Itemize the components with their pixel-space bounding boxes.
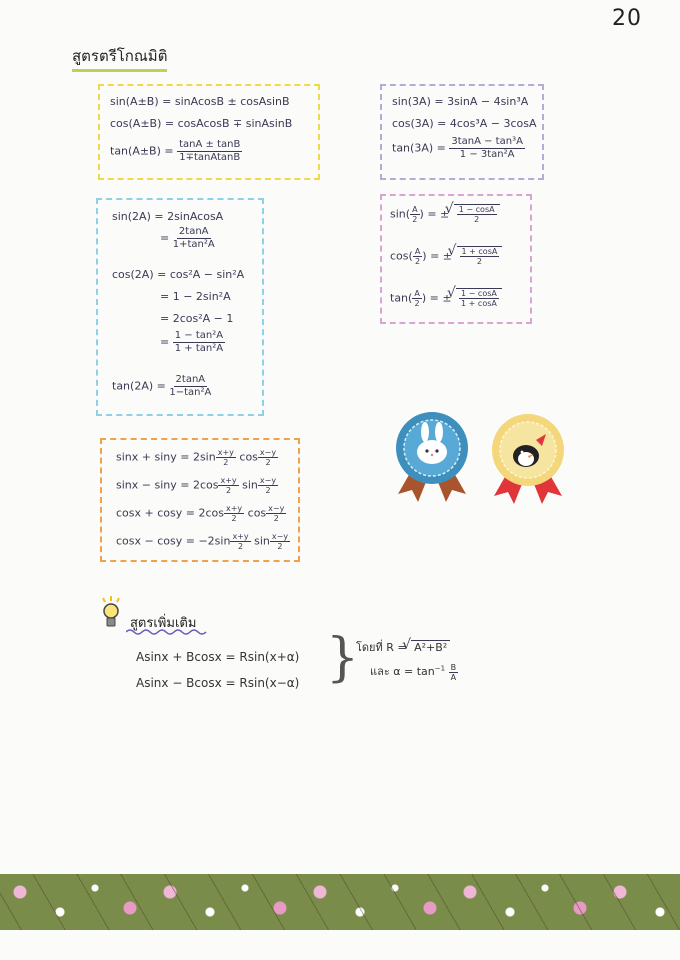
sum-to-product-box: [100, 438, 300, 562]
half-angle-box: [380, 194, 532, 324]
cos-double-row-4: [160, 330, 225, 355]
tan-triple-row: [392, 136, 525, 161]
sin-double-row: sin(2A) = 2sinAcosA: [112, 210, 224, 223]
tan-sum-numerator: tanA ± tanB: [179, 139, 241, 150]
extra-formulas-title: สูตรเพิ่มเติม: [130, 616, 197, 631]
half-angle-fraction: [413, 247, 422, 266]
sin-sum-rhs: = sinAcosB ± cosAsinB: [162, 95, 290, 108]
row2-lhs: sinx − siny = 2cos: [116, 478, 219, 492]
tan-triple-lhs: tan(3A) =: [392, 141, 446, 155]
cos-triple-row: cos(3A) = 4cos³A − 3cosA: [392, 117, 537, 130]
x-minus-y: x−y: [268, 504, 285, 513]
tan-sum-lhs: tan(A±B) =: [110, 144, 174, 158]
tan-double-denominator: 1−tan²A: [169, 387, 212, 398]
cos-double-fraction: [173, 330, 225, 355]
row4-lhs: cosx − cosy = −2sin: [116, 534, 231, 548]
sin-half-row: sin( $\frac{A}{2}$ ) = ± √ $\frac{1 - \cos A}{2}$: [390, 204, 500, 224]
sin-half-root: [454, 204, 500, 224]
penguin-medal-icon: [488, 412, 568, 508]
two: 2: [226, 486, 232, 495]
x-minus-y: x−y: [259, 448, 277, 457]
lightbulb-icon: [100, 596, 122, 634]
tan-half-denominator: 1 + cosA: [461, 299, 497, 308]
cos-double-numerator: 1 − tan²A: [174, 330, 224, 341]
tan-half-lhs: tan: [390, 291, 409, 305]
sin-sum-lhs: sin(A±B): [110, 95, 159, 108]
cos-half-numerator: √ 1 + cosA: [461, 247, 498, 256]
tan-sum-fraction: [177, 139, 242, 164]
condition-alpha: [370, 662, 458, 682]
sum-difference-box: [98, 84, 320, 180]
tan-half-row: tan( $\frac{A}{2}$ ) = ± √ $\frac{1 - \cos A}{1 + \cos A}$: [390, 288, 502, 308]
sin-double-tan-row: [160, 226, 215, 251]
half-angle-fraction: [412, 289, 421, 308]
sin-half-denominator: 2: [474, 215, 480, 224]
row3-mid: cos: [247, 506, 267, 520]
row3-lhs: cosx + cosy = 2cos: [116, 506, 224, 520]
cos-double-denominator: 1 + tan²A: [174, 343, 224, 354]
alpha-denominator: A: [450, 672, 457, 682]
two: 2: [273, 514, 279, 523]
half-den: 2: [412, 215, 418, 224]
condition-r-radicand: √ A²+B²: [411, 640, 450, 654]
sum-product-row-1: [116, 448, 278, 467]
triple-angle-box: [380, 84, 544, 180]
tan-double-fraction: [169, 374, 211, 399]
condition-r: [356, 638, 450, 656]
two: 2: [265, 486, 271, 495]
cos-sum-lhs: cos(A±B): [110, 117, 162, 130]
row2-mid: sin: [242, 478, 258, 492]
tan-triple-numerator: 3tanA − tan³A: [451, 136, 523, 147]
sin-half-lhs: sin: [390, 207, 406, 221]
plus-minus: = ±: [427, 207, 450, 221]
sum-product-row-3: [116, 504, 286, 523]
double-angle-box: [96, 198, 264, 416]
x-plus-y: x+y: [220, 476, 237, 485]
row1-lhs: sinx + siny = 2sin: [116, 450, 216, 464]
half-num: A: [412, 205, 418, 214]
cos-double-row-1: cos(2A) = cos²A − sin²A: [112, 268, 245, 281]
sin-triple-row: sin(3A) = 3sinA − 4sin³A: [392, 95, 529, 108]
sin-half-numerator: √ 1 − cosA: [458, 205, 495, 214]
tan-half-root: [456, 288, 502, 308]
sin-double-denominator: 1+tan²A: [172, 239, 215, 250]
condition-r-prefix: โดยที่ R =: [356, 641, 407, 654]
tan-half-numerator: √ 1 − cosA: [461, 289, 497, 298]
equals-sign: =: [160, 335, 170, 349]
right-brace: }: [326, 628, 360, 688]
cos-half-denominator: 2: [476, 257, 482, 266]
x-minus-y: x−y: [259, 476, 277, 485]
tan-sum-denominator: 1∓tanAtanB: [179, 152, 241, 163]
half-angle-fraction: [410, 205, 419, 224]
alpha-numerator: B: [450, 662, 457, 672]
tan-sum-row: [110, 139, 242, 164]
row4-mid: sin: [254, 534, 270, 548]
extra-formula-plus: Asinx + Bcosx = Rsin(x+α): [136, 650, 300, 664]
equals-sign: =: [160, 231, 170, 245]
sin-sum-row: [110, 95, 290, 108]
tan-double-lhs: tan(2A) =: [112, 379, 166, 393]
row1-mid: cos: [239, 450, 258, 464]
half-num: A: [414, 289, 420, 298]
cos-sum-row: [110, 117, 292, 130]
bunny-medal-icon: [392, 410, 472, 506]
two: 2: [265, 458, 271, 467]
sum-product-row-2: [116, 476, 278, 495]
two: 2: [231, 514, 237, 523]
sin-double-fraction: [173, 226, 215, 251]
condition-alpha-prefix: และ α = tan: [370, 665, 435, 678]
page-number: 20: [612, 6, 642, 31]
x-plus-y: x+y: [217, 448, 234, 457]
cos-half-root: [457, 246, 503, 266]
tan-double-numerator: 2tanA: [175, 374, 206, 385]
cos-double-row-3: = 2cos²A − 1: [160, 312, 234, 325]
inverse-superscript: −1: [434, 664, 446, 673]
half-den: 2: [414, 299, 420, 308]
cos-double-row-2: = 1 − 2sin²A: [160, 290, 231, 303]
cos-half-row: cos( $\frac{A}{2}$ ) = ± √ $\frac{1 + \cos A}{2}$: [390, 246, 502, 266]
condition-alpha-fraction: [449, 663, 459, 682]
tan-triple-denominator: 1 − 3tan²A: [459, 149, 515, 160]
x-plus-y: x+y: [232, 532, 249, 541]
cos-half-lhs: cos: [390, 249, 409, 263]
title-wave-underline: [126, 628, 210, 636]
extra-formula-minus: Asinx − Bcosx = Rsin(x−α): [136, 676, 300, 690]
two: 2: [237, 542, 244, 551]
tan-double-row: [112, 374, 211, 399]
sum-product-row-4: [116, 532, 290, 551]
half-num: A: [414, 247, 421, 256]
plus-minus: = ±: [430, 249, 453, 263]
two: 2: [277, 542, 283, 551]
half-den: 2: [415, 257, 421, 266]
page-title: สูตรตรีโกณมิติ: [72, 44, 167, 72]
two: 2: [223, 458, 229, 467]
plus-minus: = ±: [429, 291, 452, 305]
floral-tape-branches: [0, 874, 680, 930]
tan-triple-fraction: [449, 136, 525, 161]
cos-sum-rhs: = cosAcosB ∓ sinAsinB: [164, 117, 293, 130]
sin-double-numerator: 2tanA: [178, 226, 209, 237]
x-minus-y: x−y: [271, 532, 289, 541]
x-plus-y: x+y: [225, 504, 243, 513]
